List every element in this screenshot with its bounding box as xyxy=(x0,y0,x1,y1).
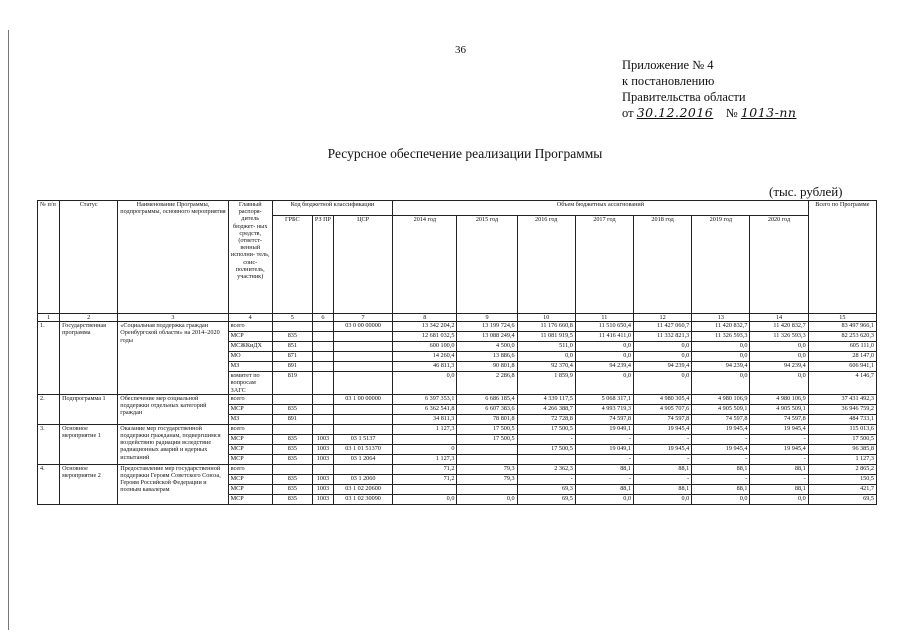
value-cell: 74 597,8 xyxy=(692,414,750,424)
decree-date: 30.12.2016 xyxy=(636,105,714,120)
value-cell: 600 100,0 xyxy=(393,342,457,352)
grbs-cell: 835 xyxy=(272,454,312,464)
value-cell: 72 728,8 xyxy=(517,414,575,424)
resource-table xyxy=(37,200,877,505)
value-cell: 0,0 xyxy=(575,342,633,352)
header-total: Всего по Программе xyxy=(808,201,876,314)
value-cell: 0,0 xyxy=(457,494,517,504)
grbs-cell: 835 xyxy=(272,434,312,444)
csr-cell xyxy=(333,464,392,474)
rzpr-cell xyxy=(312,372,333,395)
rzpr-cell xyxy=(312,322,333,332)
total-cell: 4 146,7 xyxy=(808,372,876,395)
value-cell: 19 945,4 xyxy=(634,424,692,434)
manager-cell: комитет по вопросам ЗАГС xyxy=(228,372,272,395)
rzpr-cell xyxy=(312,414,333,424)
manager-cell: МСР xyxy=(228,494,272,504)
value-cell: 4 500,0 xyxy=(457,342,517,352)
header-2015: 2015 год xyxy=(457,216,517,314)
header-row-1 xyxy=(38,201,877,216)
value-cell: 0,0 xyxy=(692,352,750,362)
row-name: Предоставление мер государственной поддержки Героям Советского Союза, Героям Российской Федерации и полным кавалерам xyxy=(118,464,228,504)
csr-cell xyxy=(333,332,392,342)
value-cell: - xyxy=(634,454,692,464)
header-grbs: ГРБС xyxy=(272,216,312,314)
appendix-block xyxy=(622,57,796,121)
manager-cell: МСР xyxy=(228,454,272,464)
total-cell: 28 147,0 xyxy=(808,352,876,362)
total-cell: 82 253 620,3 xyxy=(808,332,876,342)
table-row xyxy=(38,394,877,404)
value-cell xyxy=(393,484,457,494)
value-cell: 4 905 509,1 xyxy=(692,404,750,414)
column-index-cell: 12 xyxy=(634,314,692,322)
grbs-cell: 871 xyxy=(272,352,312,362)
value-cell: 5 068 317,1 xyxy=(575,394,633,404)
value-cell: 4 339 117,5 xyxy=(517,394,575,404)
value-cell: - xyxy=(575,434,633,444)
value-cell: 0,0 xyxy=(692,494,750,504)
column-index-cell: 15 xyxy=(808,314,876,322)
value-cell: 74 597,8 xyxy=(750,414,808,424)
value-cell: 4 266 388,7 xyxy=(517,404,575,414)
value-cell: 11 427 060,7 xyxy=(634,322,692,332)
value-cell: 0,0 xyxy=(517,352,575,362)
value-cell: 88,1 xyxy=(634,484,692,494)
header-csr: ЦСР xyxy=(333,216,392,314)
value-cell: 88,1 xyxy=(692,484,750,494)
header-2018: 2018 год xyxy=(634,216,692,314)
value-cell: 13 199 724,6 xyxy=(457,322,517,332)
value-cell: 0,0 xyxy=(634,372,692,395)
value-cell: 0,0 xyxy=(750,494,808,504)
total-cell: 150,5 xyxy=(808,474,876,484)
column-index-cell: 4 xyxy=(228,314,272,322)
table-body xyxy=(38,201,877,505)
appendix-line-4 xyxy=(622,105,796,121)
value-cell: 88,1 xyxy=(750,464,808,474)
value-cell: 13 342 204,2 xyxy=(393,322,457,332)
row-number: 4. xyxy=(38,464,60,504)
csr-cell: 03 0 00 00000 xyxy=(333,322,392,332)
total-cell: 96 385,8 xyxy=(808,444,876,454)
total-cell: 1 127,3 xyxy=(808,454,876,464)
grbs-cell: 835 xyxy=(272,484,312,494)
value-cell: 0,0 xyxy=(750,352,808,362)
grbs-cell: 835 xyxy=(272,494,312,504)
column-index-cell: 11 xyxy=(575,314,633,322)
value-cell: 13 088 249,4 xyxy=(457,332,517,342)
value-cell: 6 607 383,6 xyxy=(457,404,517,414)
column-index-cell: 10 xyxy=(517,314,575,322)
value-cell: 88,1 xyxy=(634,464,692,474)
csr-cell xyxy=(333,342,392,352)
value-cell: 11 416 411,0 xyxy=(575,332,633,342)
total-cell: 484 733,1 xyxy=(808,414,876,424)
value-cell: - xyxy=(575,454,633,464)
value-cell: 88,1 xyxy=(750,484,808,494)
csr-cell: 03 1 02 20600 xyxy=(333,484,392,494)
value-cell: 94 239,4 xyxy=(575,362,633,372)
header-rzpr: РЗ ПР xyxy=(312,216,333,314)
column-index-cell: 14 xyxy=(750,314,808,322)
rzpr-cell: 1003 xyxy=(312,444,333,454)
grbs-cell: 835 xyxy=(272,444,312,454)
csr-cell xyxy=(333,424,392,434)
value-cell xyxy=(517,454,575,464)
value-cell: - xyxy=(692,474,750,484)
value-cell: 94 239,4 xyxy=(634,362,692,372)
value-cell: 90 801,8 xyxy=(457,362,517,372)
value-cell xyxy=(393,434,457,444)
value-cell: 69,3 xyxy=(517,484,575,494)
manager-cell: всего xyxy=(228,394,272,404)
value-cell: 6 686 185,4 xyxy=(457,394,517,404)
header-2017: 2017 год xyxy=(575,216,633,314)
value-cell: 88,1 xyxy=(575,484,633,494)
row-number: 2. xyxy=(38,394,60,424)
manager-cell: МО xyxy=(228,352,272,362)
header-volume-group: Объем бюджетных ассигнований xyxy=(393,201,808,216)
manager-cell: МСР xyxy=(228,484,272,494)
manager-cell: МСР xyxy=(228,434,272,444)
value-cell: 0,0 xyxy=(634,494,692,504)
row-number: 1. xyxy=(38,322,60,395)
value-cell: - xyxy=(692,454,750,464)
value-cell: 69,5 xyxy=(517,494,575,504)
row-status: Подпрограмма 1 xyxy=(60,394,118,424)
value-cell: 1 127,3 xyxy=(393,454,457,464)
row-status: Основное мероприятие 1 xyxy=(60,424,118,464)
rzpr-cell xyxy=(312,404,333,414)
value-cell: 0,0 xyxy=(634,352,692,362)
grbs-cell: 835 xyxy=(272,404,312,414)
column-index-cell: 2 xyxy=(60,314,118,322)
value-cell: 74 597,8 xyxy=(575,414,633,424)
value-cell: 19 945,4 xyxy=(750,424,808,434)
column-index-cell: 9 xyxy=(457,314,517,322)
table-row xyxy=(38,464,877,474)
column-index-cell: 6 xyxy=(312,314,333,322)
value-cell: 0,0 xyxy=(393,372,457,395)
grbs-cell: 891 xyxy=(272,414,312,424)
value-cell: 6 397 353,1 xyxy=(393,394,457,404)
value-cell: 88,1 xyxy=(575,464,633,474)
header-name: Наименование Программы, подпрограммы, основного мероприятия xyxy=(118,201,228,314)
value-cell xyxy=(457,454,517,464)
value-cell: 19 945,4 xyxy=(692,424,750,434)
value-cell: 4 905 509,1 xyxy=(750,404,808,414)
value-cell: 79,3 xyxy=(457,464,517,474)
value-cell: 0,0 xyxy=(575,494,633,504)
column-index-cell: 13 xyxy=(692,314,750,322)
value-cell: 78 801,8 xyxy=(457,414,517,424)
value-cell: - xyxy=(634,474,692,484)
value-cell: - xyxy=(517,434,575,444)
total-cell: 69,5 xyxy=(808,494,876,504)
value-cell: 34 811,3 xyxy=(393,414,457,424)
value-cell: - xyxy=(750,434,808,444)
csr-cell: 03 1 01 51370 xyxy=(333,444,392,454)
grbs-cell: 835 xyxy=(272,332,312,342)
value-cell: 511,0 xyxy=(517,342,575,352)
value-cell: 0,0 xyxy=(692,342,750,352)
header-num: № п/п xyxy=(38,201,60,314)
value-cell: 1 859,9 xyxy=(517,372,575,395)
manager-cell: всего xyxy=(228,322,272,332)
manager-cell: МСР xyxy=(228,332,272,342)
rzpr-cell xyxy=(312,332,333,342)
rzpr-cell: 1003 xyxy=(312,494,333,504)
rzpr-cell xyxy=(312,362,333,372)
value-cell: 4 980 305,4 xyxy=(634,394,692,404)
total-cell: 421,7 xyxy=(808,484,876,494)
header-status: Статус xyxy=(60,201,118,314)
row-name: Оказание мер государственной поддержки гражданам, подвергшимся воздействию радиации вследствие радиационных аварий и ядерных испытаний xyxy=(118,424,228,464)
value-cell: 6 362 541,8 xyxy=(393,404,457,414)
column-index-cell: 7 xyxy=(333,314,392,322)
value-cell: 0,0 xyxy=(750,342,808,352)
row-status: Государственная программа xyxy=(60,322,118,395)
value-cell: 13 886,6 xyxy=(457,352,517,362)
column-index-cell: 8 xyxy=(393,314,457,322)
rzpr-cell xyxy=(312,352,333,362)
csr-cell xyxy=(333,352,392,362)
value-cell: 17 500,5 xyxy=(457,434,517,444)
value-cell: 17 500,5 xyxy=(457,424,517,434)
value-cell: 0,0 xyxy=(692,372,750,395)
column-index-cell: 1 xyxy=(38,314,60,322)
value-cell xyxy=(457,484,517,494)
value-cell: 11 420 832,7 xyxy=(750,322,808,332)
rzpr-cell xyxy=(312,464,333,474)
row-name: Обеспечение мер социальной поддержки отдельных категорий граждан xyxy=(118,394,228,424)
header-manager: Главный распоря- дитель бюджет- ных средств, (ответст- венный исполни- тель, соис- полнитель, участник) xyxy=(228,201,272,314)
value-cell: 0,0 xyxy=(634,342,692,352)
number-label: № xyxy=(725,106,738,120)
value-cell: 1 127,3 xyxy=(393,424,457,434)
grbs-cell xyxy=(272,322,312,332)
value-cell: 4 980 106,9 xyxy=(750,394,808,404)
value-cell: 94 239,4 xyxy=(750,362,808,372)
appendix-line-1: Приложение № 4 xyxy=(622,58,714,72)
value-cell: 11 326 593,3 xyxy=(750,332,808,342)
rzpr-cell: 1003 xyxy=(312,454,333,464)
value-cell: 19 945,4 xyxy=(750,444,808,454)
total-cell: 606 941,1 xyxy=(808,362,876,372)
value-cell: 4 905 707,6 xyxy=(634,404,692,414)
column-index-cell: 3 xyxy=(118,314,228,322)
grbs-cell xyxy=(272,464,312,474)
page-number: 36 xyxy=(455,44,466,56)
value-cell: 94 239,4 xyxy=(692,362,750,372)
value-cell: 79,3 xyxy=(457,474,517,484)
csr-cell: 03 1 2060 xyxy=(333,474,392,484)
manager-cell: МЗ xyxy=(228,414,272,424)
value-cell: 46 811,3 xyxy=(393,362,457,372)
header-2020: 2020 год xyxy=(750,216,808,314)
csr-cell xyxy=(333,372,392,395)
appendix-line-2: к постановлению xyxy=(622,74,715,88)
csr-cell: 03 1 00 00000 xyxy=(333,394,392,404)
csr-cell xyxy=(333,362,392,372)
value-cell xyxy=(457,444,517,454)
grbs-cell xyxy=(272,394,312,404)
grbs-cell: 851 xyxy=(272,342,312,352)
total-cell: 17 500,5 xyxy=(808,434,876,444)
total-cell: 37 431 492,3 xyxy=(808,394,876,404)
grbs-cell: 891 xyxy=(272,362,312,372)
grbs-cell xyxy=(272,424,312,434)
value-cell: 0 xyxy=(393,444,457,454)
rzpr-cell: 1003 xyxy=(312,434,333,444)
value-cell: - xyxy=(575,474,633,484)
manager-cell: МСР xyxy=(228,444,272,454)
row-number: 3. xyxy=(38,424,60,464)
csr-cell: 03 1 2064 xyxy=(333,454,392,464)
value-cell: 17 500,5 xyxy=(517,424,575,434)
value-cell: 2 362,3 xyxy=(517,464,575,474)
value-cell: 0,0 xyxy=(750,372,808,395)
value-cell: 0,0 xyxy=(575,352,633,362)
value-cell: 4 993 719,3 xyxy=(575,404,633,414)
value-cell: 71,2 xyxy=(393,474,457,484)
column-index-cell: 5 xyxy=(272,314,312,322)
value-cell: 19 945,4 xyxy=(634,444,692,454)
value-cell: 11 326 593,3 xyxy=(692,332,750,342)
value-cell: 0,0 xyxy=(393,494,457,504)
manager-cell: МСР xyxy=(228,404,272,414)
header-2019: 2019 год xyxy=(692,216,750,314)
value-cell: 74 597,8 xyxy=(634,414,692,424)
total-cell: 115 013,6 xyxy=(808,424,876,434)
manager-cell: МСЖКиДХ xyxy=(228,342,272,352)
value-cell: 19 049,1 xyxy=(575,424,633,434)
value-cell: - xyxy=(634,434,692,444)
rzpr-cell xyxy=(312,424,333,434)
value-cell: - xyxy=(750,454,808,464)
value-cell: 19 945,4 xyxy=(692,444,750,454)
header-2016: 2016 год xyxy=(517,216,575,314)
csr-cell xyxy=(333,414,392,424)
value-cell: 11 510 650,4 xyxy=(575,322,633,332)
value-cell: 11 332 821,3 xyxy=(634,332,692,342)
manager-cell: всего xyxy=(228,424,272,434)
csr-cell xyxy=(333,404,392,414)
grbs-cell: 819 xyxy=(272,372,312,395)
rzpr-cell: 1003 xyxy=(312,484,333,494)
rzpr-cell xyxy=(312,342,333,352)
decree-number: 1013-пп xyxy=(740,105,797,120)
units-label: (тыс. рублей) xyxy=(769,184,843,199)
value-cell: 19 049,1 xyxy=(575,444,633,454)
value-cell: 0,0 xyxy=(575,372,633,395)
from-label: от xyxy=(622,106,634,120)
csr-cell: 03 1 02 30090 xyxy=(333,494,392,504)
csr-cell: 03 1 5137 xyxy=(333,434,392,444)
value-cell: 11 081 919,5 xyxy=(517,332,575,342)
value-cell: - xyxy=(517,474,575,484)
header-code-group: Код бюджетной классификации xyxy=(272,201,392,216)
value-cell: 17 500,5 xyxy=(517,444,575,454)
appendix-line-3: Правительства области xyxy=(622,90,746,104)
total-cell: 2 865,2 xyxy=(808,464,876,474)
value-cell: 4 980 106,9 xyxy=(692,394,750,404)
manager-cell: МЗ xyxy=(228,362,272,372)
document-title: Ресурсное обеспечение реализации Программы xyxy=(327,146,603,161)
value-cell: - xyxy=(692,434,750,444)
header-2014: 2014 год xyxy=(393,216,457,314)
rzpr-cell: 1003 xyxy=(312,474,333,484)
value-cell: - xyxy=(750,474,808,484)
rzpr-cell xyxy=(312,394,333,404)
value-cell: 14 260,4 xyxy=(393,352,457,362)
value-cell: 92 370,4 xyxy=(517,362,575,372)
value-cell: 88,1 xyxy=(692,464,750,474)
manager-cell: всего xyxy=(228,464,272,474)
total-cell: 605 111,0 xyxy=(808,342,876,352)
table-row xyxy=(38,424,877,434)
grbs-cell: 835 xyxy=(272,474,312,484)
row-name: «Социальная поддержка граждан Оренбургской области» на 2014–2020 годы xyxy=(118,322,228,395)
scan-edge-line xyxy=(8,30,9,630)
column-index-row xyxy=(38,314,877,322)
value-cell: 2 286,8 xyxy=(457,372,517,395)
row-status: Основное мероприятие 2 xyxy=(60,464,118,504)
value-cell: 11 176 660,8 xyxy=(517,322,575,332)
table-row xyxy=(38,322,877,332)
value-cell: 11 420 832,7 xyxy=(692,322,750,332)
total-cell: 36 946 759,2 xyxy=(808,404,876,414)
total-cell: 83 497 966,1 xyxy=(808,322,876,332)
manager-cell: МСР xyxy=(228,474,272,484)
value-cell: 71,2 xyxy=(393,464,457,474)
value-cell: 12 681 032,5 xyxy=(393,332,457,342)
